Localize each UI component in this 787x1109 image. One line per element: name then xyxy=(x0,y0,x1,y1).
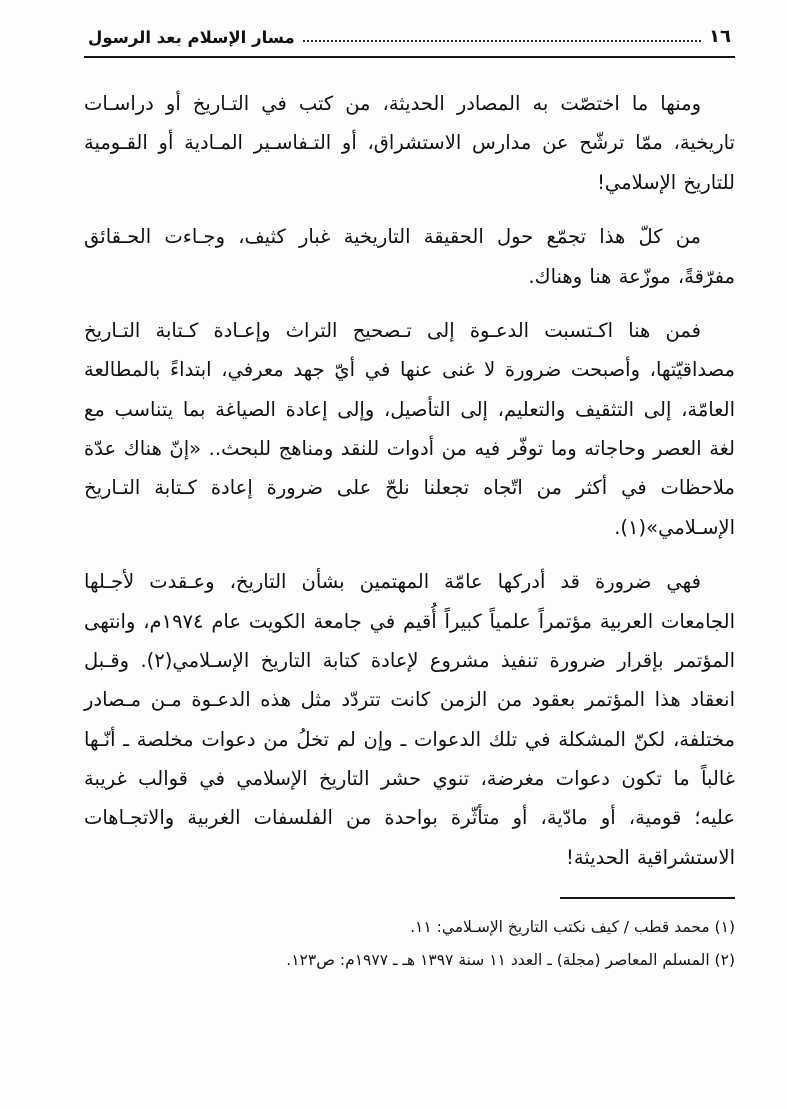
footnote-1: (١) محمد قطب / كيف نكتب التاريخ الإسـلامي: ١١. xyxy=(410,918,735,937)
footnote-divider xyxy=(560,897,735,899)
footnote-2: (٢) المسلم المعاصر (مجلة) ـ العدد ١١ سنة ١٣٩٧ هـ ـ ١٩٧٧م: ص١٢٣. xyxy=(286,951,735,970)
paragraph-3: فمن هنا اكـتسبت الدعـوة إلى تـصحيح التراث وإعـادة كـتابة التـاريخ مصداقيّتها، وأصبحت ضرورة لا غنى عنها في أيّ جهد معرفي، ابتداءً بالمطالعة العامّة، إلى التثقيف والتعليم، إلى التأصيل، وإلى إعادة الصياغة بما يتناسب مع لغة العصر وحاجاته وما توفّر فيه من أدوات للنقد ومناهج للبحث.. «إنّ هناك عدّة ملاحظات في أكثر من اتّجاه تجعلنا نلحّ على ضرورة إعادة كـتابة التـاريخ الإسـلامي»(١). xyxy=(84,318,735,539)
dotted-leader xyxy=(303,40,701,42)
paragraph-2: من كلّ هذا تجمّع حول الحقيقة التاريخية غبار كثيف، وجـاءت الحـقائق مفرّقةً، موزّعة هنا وهناك. xyxy=(84,225,735,288)
page-number: ١٦ xyxy=(709,26,731,47)
paragraph-1: ومنها ما اختصّت به المصادر الحديثة، من كتب في التـاريخ أو دراسـات تاريخية، ممّا ترشّح عن مدارس الاستشراق، أو التـفاسـير المـادية أو القـومية للتاريخ الإسلامي! xyxy=(84,92,735,194)
paragraph-4: فهي ضرورة قد أدركها عامّة المهتمين بشأن التاريخ، وعـقدت لأجـلها الجامعات العربية مؤتمراً علمياً كبيراً أُقيم في جامعة الكويت عام ١٩٧٤م، وانتهى المؤتمر بإقرار ضرورة تنفيذ مشروع لإعادة كتابة التاريخ الإسـلامي(٢). وقـبل انعقاد هذا المؤتمر بعقود من الزمن كانت تتردّد مثل هذه الدعـوة مـن مـصادر مختلفة، لكنّ المشكلة في تلك الدعوات ـ وإن لم تخلُ من دعوات مخلصة ـ أنّـها غالباً ما تكون دعوات مغرضة، تنوي حشر التاريخ الإسلامي في قوالب غريبة عليه؛ قومية، أو مادّية، أو متأثّرة بواحدة من الفلسفات الغربية والاتجـاهات الاستشراقية الحديثة! xyxy=(84,570,736,869)
header-divider xyxy=(84,56,735,58)
page-body xyxy=(84,84,735,877)
book-title: مسار الإسلام بعد الرسول xyxy=(88,28,295,47)
footnotes-section xyxy=(84,911,735,978)
running-header xyxy=(84,26,735,47)
